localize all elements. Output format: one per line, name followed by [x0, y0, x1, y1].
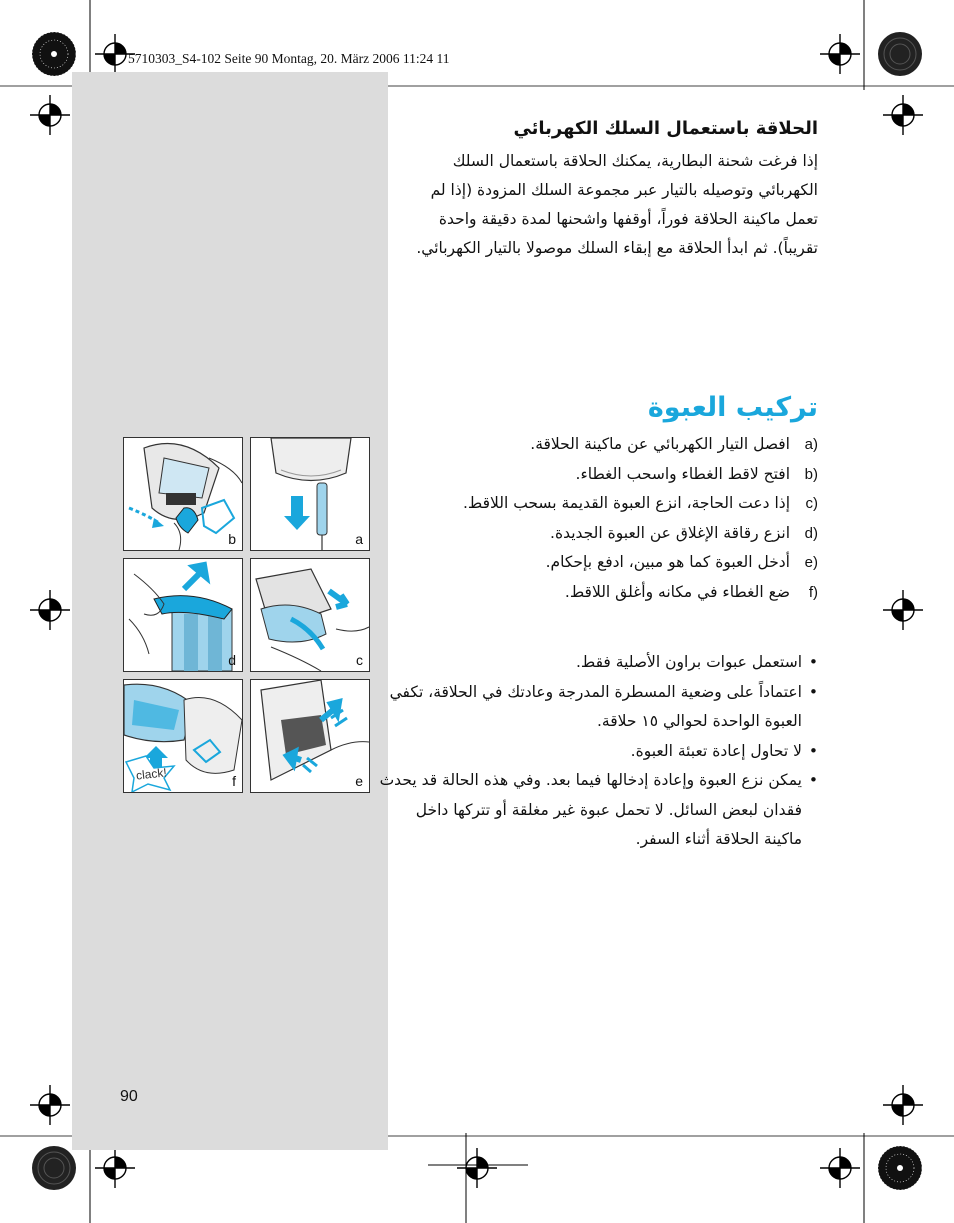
- note-text: يمكن نزع العبوة وإعادة إدخالها فيما بعد. وفي هذه الحالة قد يحدث فقدان لبعض السائل. لا تحمل عبوة غير مغلقة أو تتركها داخل ماكينة الحلاقة أثناء السفر.: [379, 771, 802, 848]
- note-text: لا تحاول إعادة تعبئة العبوة.: [630, 741, 802, 760]
- step-text: إذا دعت الحاجة، انزع العبوة القديمة بسحب اللاقط.: [462, 494, 790, 512]
- figure-b: [123, 437, 243, 551]
- figure-label: d: [228, 652, 236, 668]
- step-text: أدخل العبوة كما هو مبين، ادفع بإحكام.: [545, 553, 790, 571]
- step-text: افصل التيار الكهربائي عن ماكينة الحلاقة.: [530, 435, 790, 453]
- section-title-corded-shaving: الحلاقة باستعمال السلك الكهربائي: [513, 118, 818, 139]
- step-text: افتح لاقط الغطاء واسحب الغطاء.: [575, 464, 790, 483]
- figure-c: [250, 558, 370, 672]
- step-text: ضع الغطاء في مكانه وأغلق اللاقط.: [564, 582, 790, 601]
- section-title-cartridge: تركيب العبوة: [647, 392, 818, 423]
- step-d: [378, 519, 818, 549]
- step-b: [378, 460, 818, 490]
- bullet-icon: •: [808, 741, 818, 760]
- figure-label: b: [228, 531, 236, 547]
- shaver-open-cover-illustration: [124, 438, 242, 550]
- remove-seal-illustration: [124, 559, 242, 671]
- bullet-icon: •: [808, 653, 818, 671]
- note-item: [378, 737, 818, 767]
- figure-e: [250, 679, 370, 793]
- figure-label: f: [232, 773, 236, 789]
- note-text: استعمل عبوات براون الأصلية فقط.: [575, 653, 802, 671]
- step-label: a): [804, 436, 818, 453]
- step-f: [378, 578, 818, 608]
- cartridge-steps-list: [378, 430, 818, 607]
- figure-d: [123, 558, 243, 672]
- note-item: [378, 766, 818, 855]
- step-label: e): [804, 554, 818, 571]
- step-label: b): [804, 465, 818, 483]
- insert-cartridge-illustration: [251, 680, 369, 792]
- figure-f: [123, 679, 243, 793]
- step-e: [378, 548, 818, 578]
- step-label: f): [808, 583, 818, 601]
- step-a: [378, 430, 818, 460]
- note-text: اعتماداً على وضعية المسطرة المدرجة وعادتك في الحلاقة، تكفي العبوة الواحدة لحوالي ١٥ حلاقة.: [389, 682, 802, 730]
- step-c: [378, 489, 818, 519]
- section-body-corded-shaving: إذا فرغت شحنة البطارية، يمكنك الحلاقة باستعمال السلك الكهربائي وتوصيله بالتيار عبر مجموعة السلك المزودة (إذا لم تعمل ماكينة الحلاقة فوراً، أوقفها واشحنها لمدة دقيقة واحدة تقريباً). ثم ابدأ الحلاقة مع إبقاء السلك موصولا بالتيار الكهربائي.: [416, 152, 818, 257]
- bullet-icon: •: [808, 682, 818, 701]
- figure-label: a: [355, 531, 363, 547]
- note-item: [378, 678, 818, 737]
- step-text: انزع رقاقة الإغلاق عن العبوة الجديدة.: [550, 523, 790, 542]
- page-number: 90: [120, 1088, 138, 1105]
- figure-label: c: [356, 652, 363, 668]
- unplug-shaver-illustration: [251, 438, 369, 550]
- step-label: c): [805, 495, 818, 512]
- clack-sound-label: clack!: [135, 765, 168, 783]
- cartridge-notes-list: [378, 648, 818, 855]
- figure-a: [250, 437, 370, 551]
- bullet-icon: •: [808, 771, 818, 789]
- print-slug: 5710303_S4-102 Seite 90 Montag, 20. März 2006 11:24 11: [128, 51, 450, 66]
- note-item: [378, 648, 818, 678]
- figure-label: e: [355, 773, 363, 789]
- step-label: d): [804, 524, 818, 542]
- remove-old-cartridge-illustration: [251, 559, 369, 671]
